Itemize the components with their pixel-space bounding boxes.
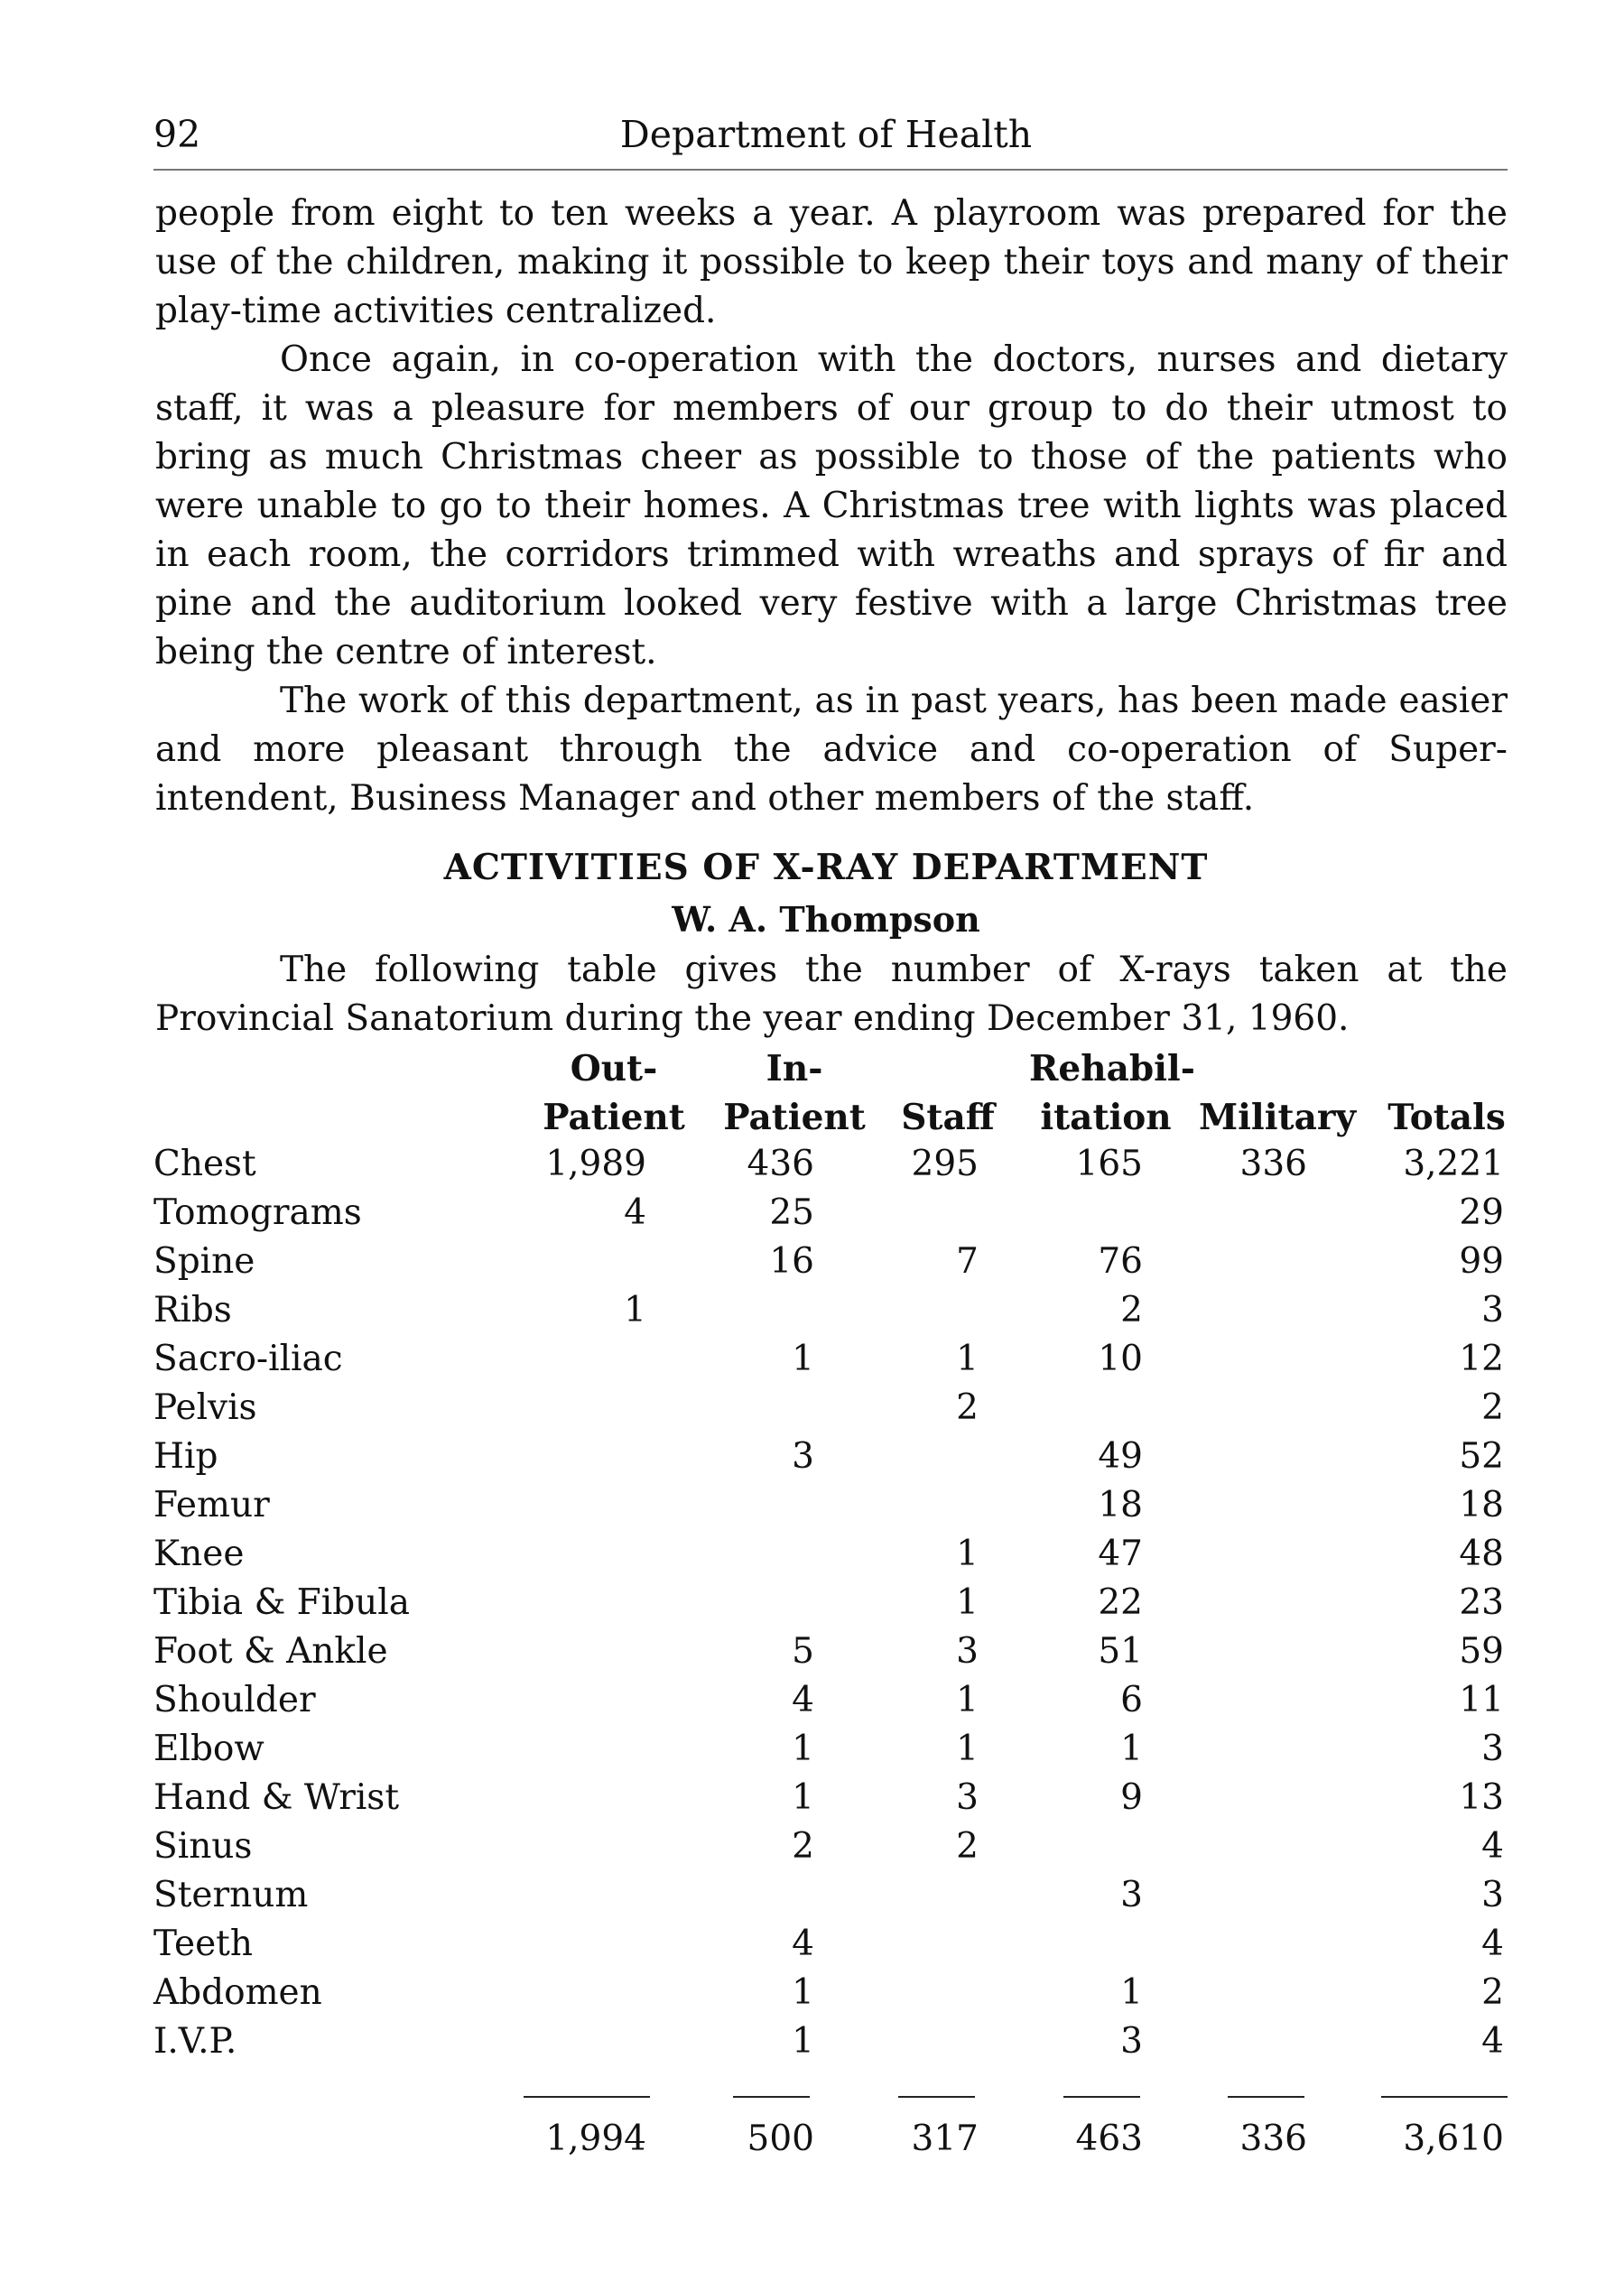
column-header-line (894, 1044, 1002, 1093)
table-cell: 3 (792, 1436, 814, 1477)
column-header-inpatient (713, 1044, 876, 1142)
table-cell: 3 (956, 1777, 979, 1818)
column-header-line: Totals (1387, 1097, 1506, 1138)
table-cell: 2 (956, 1387, 979, 1428)
table-cell: 4 (1481, 1826, 1504, 1867)
table-cell: 49 (1098, 1436, 1143, 1477)
table-cell: 1 (956, 1534, 979, 1574)
table-cell: 6 (1120, 1680, 1143, 1720)
total-cell: 463 (1075, 2119, 1143, 2159)
paragraph: The work of this department, as in past years, has been made easier and more pleasant through the advice and co-operation of Super-intendent, Business Manager and other members of the staff. (155, 681, 1508, 819)
table-row (0, 1627, 1624, 1676)
table-cell: 4 (624, 1192, 646, 1233)
row-label: Hip (153, 1436, 218, 1477)
table-cell: 3,221 (1403, 1144, 1504, 1184)
column-header-staff (894, 1044, 1002, 1142)
table-cell: 7 (956, 1241, 979, 1282)
total-rule (1381, 2096, 1508, 2098)
total-cell: 317 (911, 2119, 979, 2159)
row-label: Teeth (153, 1924, 253, 1964)
row-label: Spine (153, 1241, 255, 1282)
column-header-line: itation (1040, 1097, 1172, 1138)
column-header-rehabilitation (1029, 1044, 1195, 1142)
total-rule (1228, 2096, 1304, 2098)
table-cell: 29 (1459, 1192, 1504, 1233)
column-header-line: Staff (901, 1097, 995, 1138)
table-totals-row (0, 2115, 1624, 2164)
table-cell: 2 (792, 1826, 814, 1867)
table-cell: 4 (1481, 1924, 1504, 1964)
table-cell: 1 (956, 1339, 979, 1379)
row-label: Ribs (153, 1290, 232, 1331)
table-cell: 1 (792, 1777, 814, 1818)
table-row (0, 1822, 1624, 1871)
table-cell: 9 (1120, 1777, 1143, 1818)
table-cell: 2 (1481, 1387, 1504, 1428)
table-cell: 1 (956, 1680, 979, 1720)
table-cell: 51 (1098, 1631, 1143, 1672)
column-header-line: Out- (570, 1048, 658, 1090)
row-label: Elbow (153, 1729, 264, 1769)
total-cell: 3,610 (1403, 2119, 1504, 2159)
column-header-military (1196, 1044, 1359, 1142)
paragraph: people from eight to ten weeks a year. A playroom was prepared for the use of the children, making it possible to keep their toys and many of their play-time activities centralized. (155, 193, 1508, 331)
row-label: Chest (153, 1144, 256, 1184)
section-author: W. A. Thompson (672, 899, 980, 940)
total-rule (733, 2096, 810, 2098)
row-label: Abdomen (153, 1972, 322, 2013)
table-row (0, 2017, 1624, 2066)
row-label: Knee (153, 1534, 245, 1574)
row-label: Sinus (153, 1826, 253, 1867)
table-row (0, 1920, 1624, 1969)
table-row (0, 1579, 1624, 1627)
body-text (155, 190, 1508, 823)
table-row (0, 1530, 1624, 1579)
table-cell: 165 (1075, 1144, 1143, 1184)
total-cell: 1,994 (545, 2119, 646, 2159)
table-row (0, 1140, 1624, 1189)
total-rule (1063, 2096, 1140, 2098)
row-label: Foot & Ankle (153, 1631, 388, 1672)
table-cell: 4 (1481, 2021, 1504, 2062)
table-cell: 1 (792, 1339, 814, 1379)
table-cell: 25 (769, 1192, 814, 1233)
row-label: Sacro-iliac (153, 1339, 343, 1379)
table-cell: 336 (1239, 1144, 1307, 1184)
table-cell: 23 (1459, 1582, 1504, 1623)
table-cell: 1 (792, 2021, 814, 2062)
table-cell: 4 (792, 1680, 814, 1720)
row-label: I.V.P. (153, 2021, 237, 2062)
table-cell: 59 (1459, 1631, 1504, 1672)
table-cell: 1 (956, 1729, 979, 1769)
column-header-line: Military (1198, 1097, 1357, 1138)
table-row (0, 1676, 1624, 1725)
table-cell: 436 (747, 1144, 814, 1184)
table-cell: 1 (1120, 1729, 1143, 1769)
table-row (0, 1384, 1624, 1433)
column-header-totals (1381, 1044, 1512, 1142)
table-cell: 1,989 (545, 1144, 646, 1184)
table-row (0, 1335, 1624, 1384)
table-cell: 3 (1481, 1729, 1504, 1769)
page-number: 92 (153, 113, 201, 156)
paragraph: Once again, in co-operation with the doctors, nurses and dietary staff, it was a pleasure for members of our group to do their utmost to bring as much Christmas cheer as possible to those of the patients who were unable to go to their homes. A Christmas tree with lights was placed in each room, the corridors trimmed with wreaths and sprays of fir and pine and the auditorium looked very festive with a large Christmas tree being the centre of interest. (155, 339, 1508, 672)
row-label: Pelvis (153, 1387, 257, 1428)
table-cell: 10 (1098, 1339, 1143, 1379)
table-row (0, 1481, 1624, 1530)
table-cell: 3 (1481, 1290, 1504, 1331)
table-cell: 52 (1459, 1436, 1504, 1477)
section-title: ACTIVITIES OF X-RAY DEPARTMENT (443, 847, 1209, 888)
column-header-line: Patient (543, 1097, 685, 1138)
table-row (0, 1238, 1624, 1286)
table-cell: 295 (911, 1144, 979, 1184)
table-cell: 3 (1481, 1875, 1504, 1915)
table-cell: 22 (1098, 1582, 1143, 1623)
table-cell: 3 (1120, 2021, 1143, 2062)
column-header-line (1196, 1044, 1359, 1093)
table-cell: 12 (1459, 1339, 1504, 1379)
total-cell: 500 (747, 2119, 814, 2159)
row-label: Tibia & Fibula (153, 1582, 411, 1623)
table-cell: 1 (956, 1582, 979, 1623)
table-cell: 1 (624, 1290, 646, 1331)
row-label: Sternum (153, 1875, 309, 1915)
column-header-line: Patient (723, 1097, 866, 1138)
running-header-title: Department of Health (619, 113, 1033, 156)
total-rule (524, 2096, 650, 2098)
column-header-outpatient (533, 1044, 695, 1142)
row-label: Shoulder (153, 1680, 316, 1720)
table-cell: 47 (1098, 1534, 1143, 1574)
table-cell: 1 (792, 1972, 814, 2013)
table-cell: 3 (1120, 1875, 1143, 1915)
table-row (0, 1286, 1624, 1335)
table-row (0, 1433, 1624, 1481)
table-cell: 2 (956, 1826, 979, 1867)
table-cell: 2 (1120, 1290, 1143, 1331)
section-intro: The following table gives the number of X-rays taken at the Provincial Sanatorium during the year ending December 31, 1960. (155, 950, 1508, 1039)
column-header-line: In- (766, 1048, 823, 1090)
total-rule (898, 2096, 975, 2098)
table-row (0, 1774, 1624, 1822)
table-cell: 2 (1481, 1972, 1504, 2013)
table-row (0, 1189, 1624, 1238)
row-label: Tomograms (153, 1192, 362, 1233)
table-cell: 99 (1459, 1241, 1504, 1282)
table-cell: 76 (1098, 1241, 1143, 1282)
table-cell: 18 (1459, 1485, 1504, 1525)
table-cell: 48 (1459, 1534, 1504, 1574)
table-cell: 5 (792, 1631, 814, 1672)
table-cell: 4 (792, 1924, 814, 1964)
table-row (0, 1969, 1624, 2017)
table-cell: 3 (956, 1631, 979, 1672)
table-row (0, 1725, 1624, 1774)
table-cell: 11 (1459, 1680, 1504, 1720)
table-cell: 16 (769, 1241, 814, 1282)
row-label: Hand & Wrist (153, 1777, 399, 1818)
column-header-line: Rehabil- (1029, 1048, 1195, 1090)
row-label: Femur (153, 1485, 270, 1525)
column-header-line (1381, 1044, 1512, 1093)
table-row (0, 1871, 1624, 1920)
total-cell: 336 (1239, 2119, 1307, 2159)
table-cell: 1 (1120, 1972, 1143, 2013)
header-rule (153, 169, 1508, 171)
table-cell: 1 (792, 1729, 814, 1769)
table-cell: 18 (1098, 1485, 1143, 1525)
table-cell: 13 (1459, 1777, 1504, 1818)
